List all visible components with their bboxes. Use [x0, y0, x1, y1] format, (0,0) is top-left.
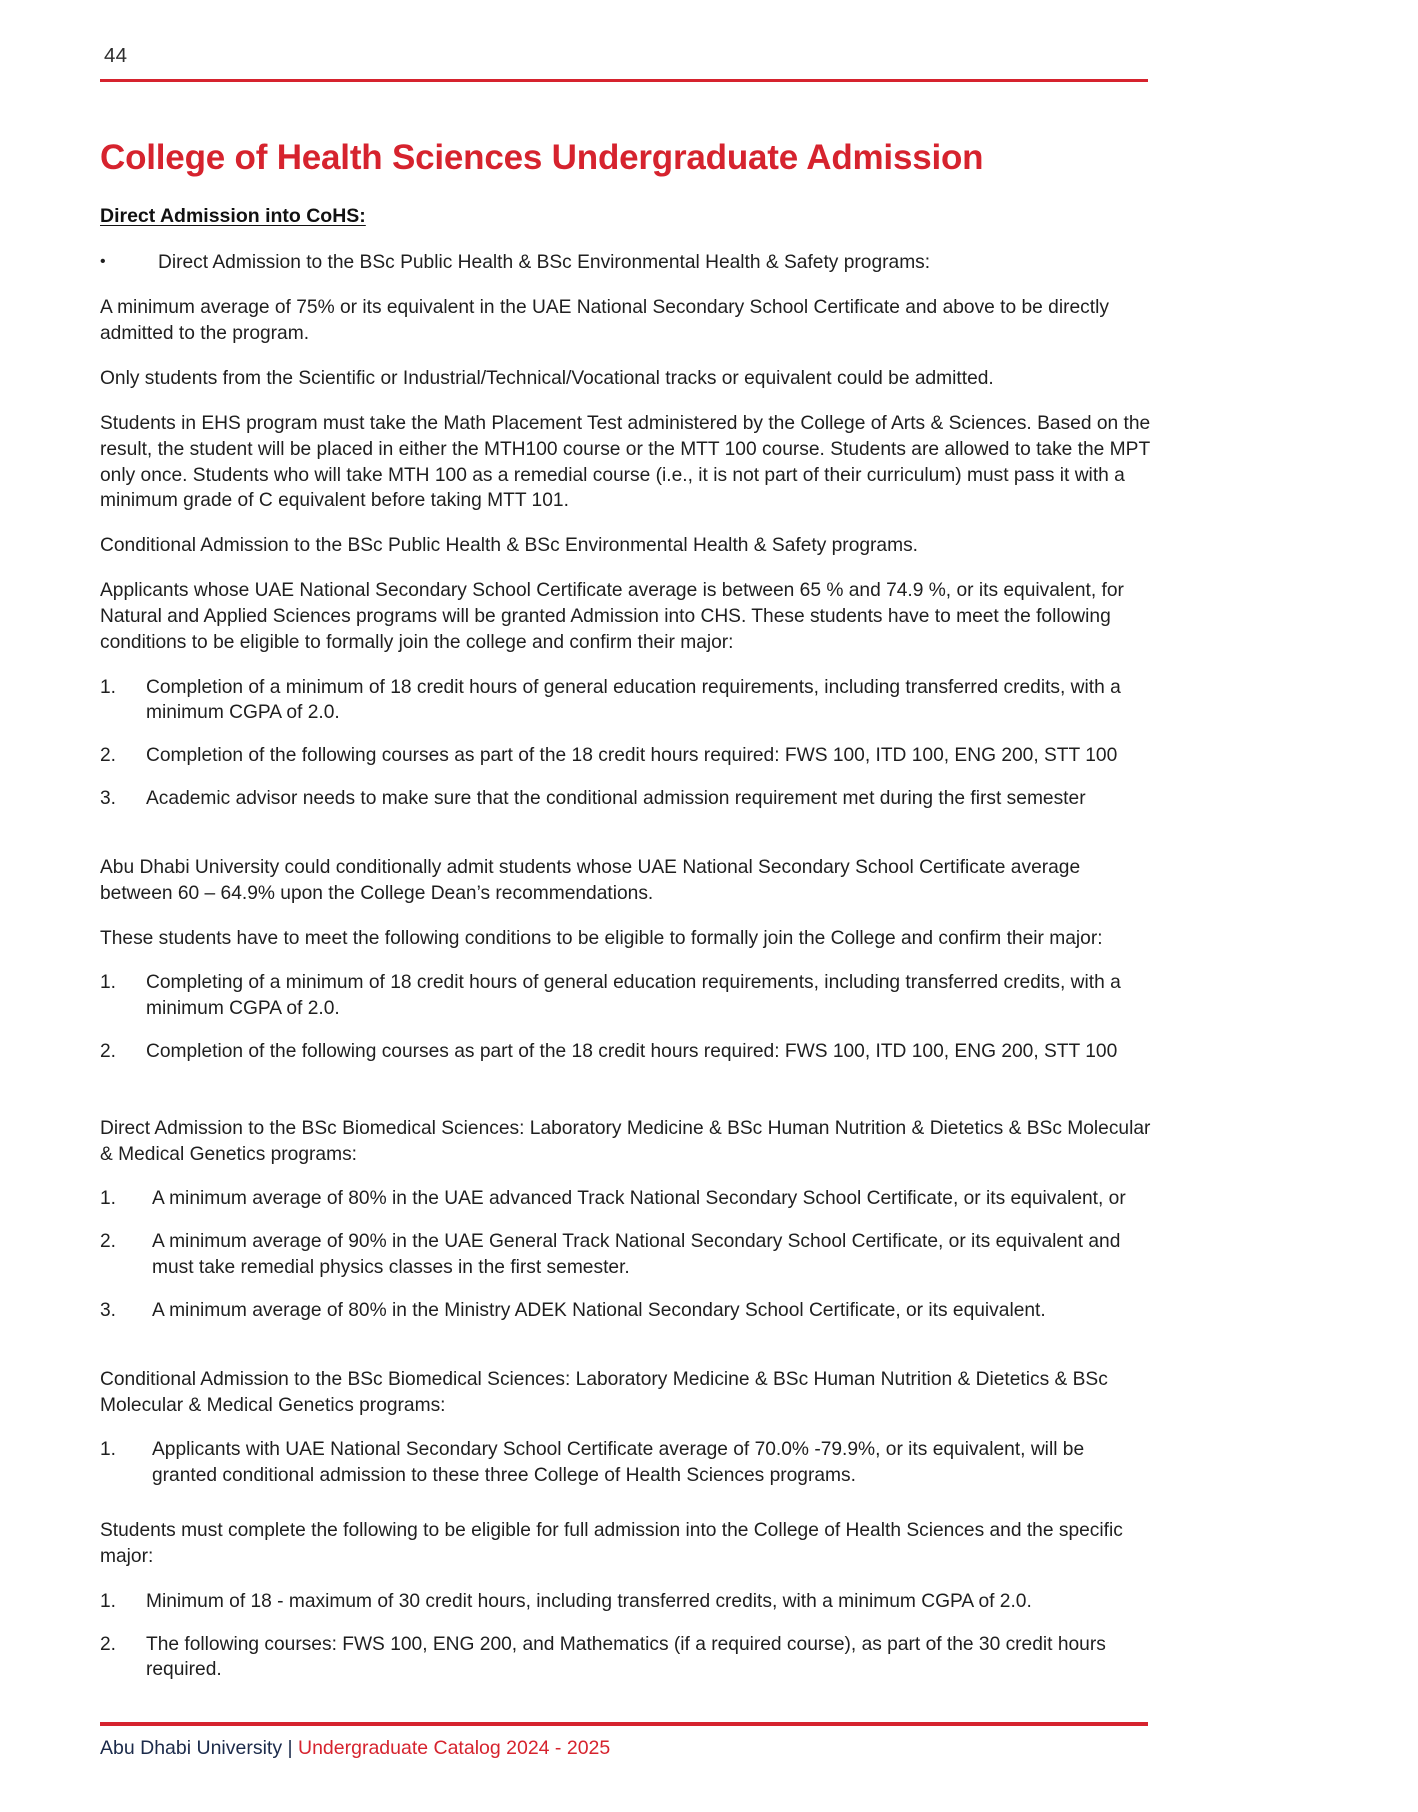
- spacer: [100, 1341, 1152, 1367]
- paragraph-conditions-intro-2: These students have to meet the following conditions to be eligible to formally join the College and confirm their major:: [100, 927, 1103, 949]
- document-body: [100, 204, 1152, 1683]
- list-item-number: 1.: [100, 1188, 117, 1210]
- bullet-item-text: Direct Admission to the BSc Public Health & BSc Environmental Health & Safety programs:: [158, 251, 931, 273]
- paragraph-conditional-admission-biomedical: Conditional Admission to the BSc Biomedical Sciences: Laboratory Medicine & BSc Human Nutrition & Dietetics & BSc Molecular & Medical Genetics programs:: [100, 1368, 1108, 1416]
- full-admission-list: [100, 1589, 1152, 1683]
- page-header: [100, 0, 1318, 82]
- bullet-item-direct-admission: [100, 250, 1152, 276]
- list-item: [100, 1298, 1152, 1324]
- list-item: [100, 1229, 1152, 1281]
- list-item-number: 1.: [100, 676, 117, 698]
- biomedical-direct-list: [100, 1186, 1152, 1323]
- paragraph-scientific-tracks: Only students from the Scientific or Industrial/Technical/Vocational tracks or equivalent could be admitted.: [100, 368, 994, 390]
- paragraph-conditional-admission-heading: Conditional Admission to the BSc Public Health & BSc Environmental Health & Safety programs.: [100, 535, 919, 557]
- list-item-text: Completion of the following courses as part of the 18 credit hours required: FWS 100, ITD 100, ENG 200, STT 100: [146, 1040, 1118, 1062]
- list-item-text: A minimum average of 80% in the Ministry ADEK National Secondary School Certificate, or its equivalent.: [152, 1299, 1046, 1321]
- conditions-list-2: [100, 970, 1152, 1064]
- list-item: [100, 1437, 1152, 1489]
- list-item-number: 2.: [100, 745, 117, 767]
- spacer: [100, 1082, 1152, 1116]
- list-item-number: 2.: [100, 1633, 117, 1655]
- footer-separator: |: [282, 1736, 298, 1759]
- footer-text: [100, 1737, 1148, 1760]
- list-item-number: 3.: [100, 788, 117, 810]
- page-footer: [100, 1722, 1148, 1760]
- list-item-text: Minimum of 18 - maximum of 30 credit hours, including transferred credits, with a minimum CGPA of 2.0.: [146, 1590, 1032, 1612]
- list-item: [100, 1039, 1152, 1065]
- list-item: [100, 1186, 1152, 1212]
- list-item: [100, 675, 1152, 727]
- header-divider: [100, 79, 1148, 83]
- list-item-text: Completion of a minimum of 18 credit hours of general education requirements, including transferred credits, with a minimum CGPA of 2.0.: [146, 676, 1121, 724]
- list-item-text: Completion of the following courses as part of the 18 credit hours required: FWS 100, ITD 100, ENG 200, STT 100: [146, 745, 1118, 767]
- paragraph-direct-admission-biomedical: Direct Admission to the BSc Biomedical Sciences: Laboratory Medicine & BSc Human Nutrition & Dietetics & BSc Molecular & Medical Genetics programs:: [100, 1117, 1151, 1165]
- list-item: [100, 970, 1152, 1022]
- list-item-text: Applicants with UAE National Secondary School Certificate average of 70.0% -79.9%, or its equivalent, will be granted conditional admission to these three College of Health Sciences programs.: [152, 1439, 1085, 1487]
- spacer: [100, 829, 1152, 855]
- paragraph-minimum-average-75: A minimum average of 75% or its equivalent in the UAE National Secondary School Certificate and above to be directly admitted to the program.: [100, 297, 1109, 345]
- paragraph-applicants-65-74: Applicants whose UAE National Secondary School Certificate average is between 65 % and 74.9 %, or its equivalent, for Natural and Applied Sciences programs will be granted Admission into CHS. These students have to meet the following conditions to be eligible to formally join the college and confirm their major:: [100, 580, 1124, 653]
- list-item-text: The following courses: FWS 100, ENG 200, and Mathematics (if a required course), as part of the 30 credit hours required.: [146, 1633, 1106, 1681]
- conditions-list-1: [100, 675, 1152, 812]
- footer-catalog-label: Undergraduate Catalog 2024 - 2025: [298, 1736, 611, 1759]
- list-item-number: 1.: [100, 972, 117, 994]
- footer-divider: [100, 1722, 1148, 1725]
- page-number: 44: [104, 44, 128, 67]
- list-item-text: A minimum average of 90% in the UAE General Track National Secondary School Certificate, or its equivalent and must take remedial physics classes in the first semester.: [152, 1231, 1121, 1279]
- list-item: [100, 786, 1152, 812]
- paragraph-full-admission-requirements: Students must complete the following to be eligible for full admission into the College of Health Sciences and the specific major:: [100, 1520, 1123, 1567]
- list-item: [100, 1589, 1152, 1615]
- paragraph-ehs-math-placement: Students in EHS program must take the Math Placement Test administered by the College of Arts & Sciences. Based on the result, the student will be placed in either the MTH100 course or the MTT 100 course. Students are allowed to take the MPT only once. Students who will take MTH 100 as a remedial course (i.e., it is not part of their curriculum) must pass it with a minimum grade of C equivalent before taking MTT 101.: [100, 412, 1151, 512]
- bullet-marker-icon: •: [100, 252, 106, 270]
- section-heading-direct-admission: Direct Admission into CoHS:: [100, 205, 366, 228]
- biomedical-conditional-list: [100, 1437, 1152, 1489]
- paragraph-adu-conditional-60-64: Abu Dhabi University could conditionally admit students whose UAE National Secondary School Certificate average between 60 – 64.9% upon the College Dean’s recommendations.: [100, 856, 1081, 904]
- list-item-number: 3.: [100, 1299, 117, 1321]
- list-item-text: A minimum average of 80% in the UAE advanced Track National Secondary School Certificate, or its equivalent, or: [152, 1188, 1126, 1210]
- list-item-number: 2.: [100, 1040, 117, 1062]
- list-item-text: Academic advisor needs to make sure that the conditional admission requirement met during the first semester: [146, 788, 1086, 810]
- list-item: [100, 743, 1152, 769]
- list-item: [100, 1632, 1152, 1684]
- list-item-text: Completing of a minimum of 18 credit hours of general education requirements, including transferred credits, with a minimum CGPA of 2.0.: [146, 972, 1121, 1020]
- page-title: College of Health Sciences Undergraduate Admission: [100, 138, 984, 177]
- list-item-number: 2.: [100, 1231, 117, 1253]
- list-item-number: 1.: [100, 1590, 117, 1612]
- footer-university-name: Abu Dhabi University: [100, 1736, 283, 1759]
- spacer: [100, 1506, 1152, 1518]
- list-item-number: 1.: [100, 1439, 117, 1461]
